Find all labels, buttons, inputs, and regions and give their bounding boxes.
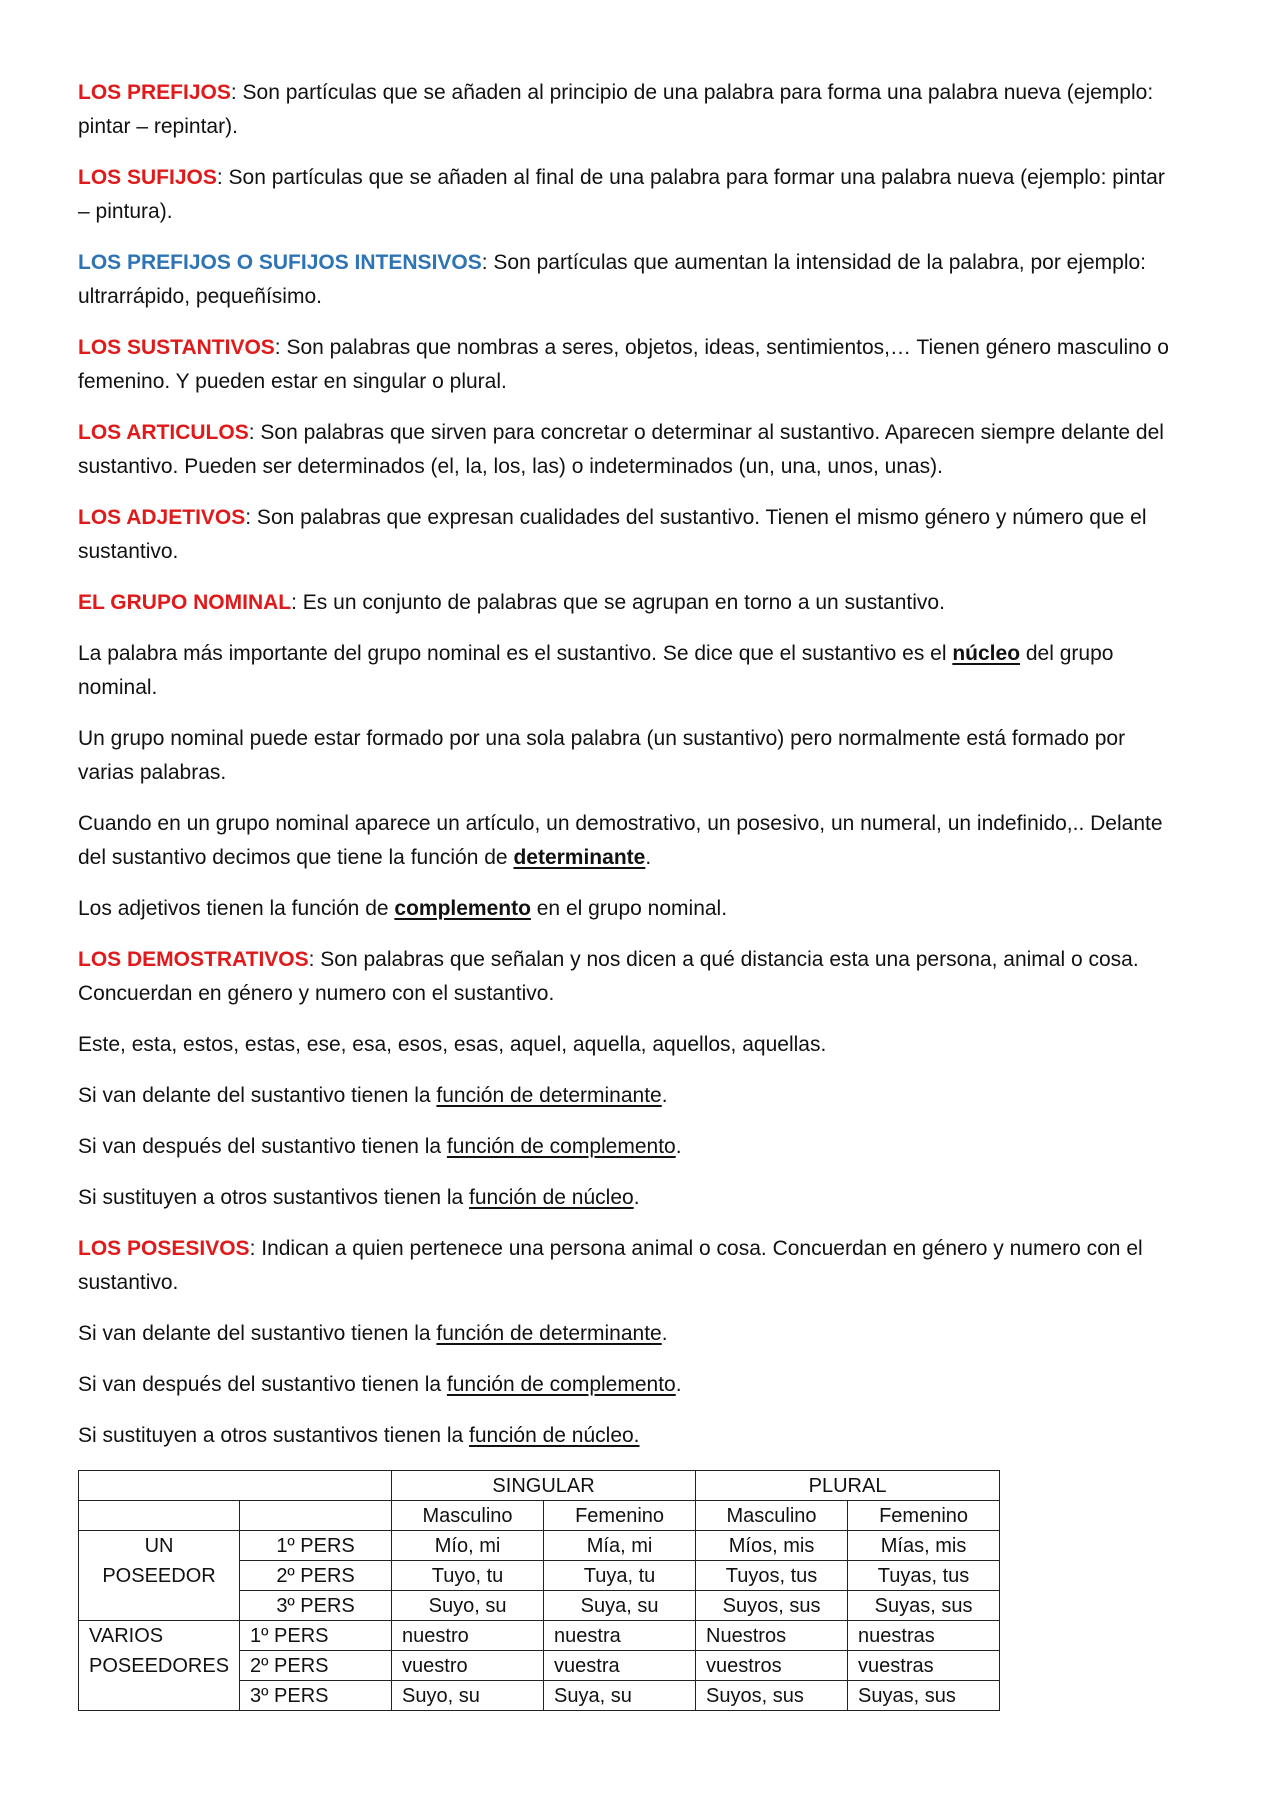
text-sufijos: : Son partículas que se añaden al final de una palabra para formar una palabra nueva (ejemplo: pintar – pintura). — [78, 166, 1165, 223]
rule-function: función de complemento — [446, 1373, 676, 1396]
text-adjetivos: : Son palabras que expresan cualidades del sustantivo. Tienen el mismo género y número que el sustantivo. — [78, 506, 1147, 563]
cell: vuestras — [848, 1651, 1000, 1681]
keyword-posesivos: LOS POSESIVOS — [78, 1237, 250, 1260]
table-header-row — [79, 1471, 1000, 1501]
text-complemento-after: en el grupo nominal. — [530, 897, 728, 920]
rule-function: función de núcleo — [469, 1186, 634, 1209]
paragraph-intensivos — [78, 246, 1182, 314]
header-plural-femenino: Femenino — [848, 1501, 1000, 1531]
person-cell: 3º PERS — [240, 1591, 392, 1621]
cell: Suyo, su — [392, 1681, 544, 1711]
text-intensivos: : Son partículas que aumentan la intensidad de la palabra, por ejemplo: ultrarrápido, pequeñísimo. — [78, 251, 1147, 308]
header-plural: PLURAL — [696, 1471, 1000, 1501]
rule-text: Si van después del sustantivo tienen la — [78, 1373, 447, 1396]
table-row — [79, 1621, 1000, 1651]
text-articulos: : Son palabras que sirven para concretar o determinar al sustantivo. Aparecen siempre delante del sustantivo. Pueden ser determinados (el, la, los, las) o indeterminados (un, una, unos, unas). — [78, 421, 1164, 478]
keyword-sufijos: LOS SUFIJOS — [78, 166, 217, 189]
cell: Mías, mis — [848, 1531, 1000, 1561]
group-label-varios-2: POSEEDORES — [79, 1651, 240, 1681]
group-label-varios-1: VARIOS — [79, 1621, 240, 1651]
table-row — [79, 1681, 1000, 1711]
paragraph-prefijos — [78, 76, 1182, 144]
cell: nuestro — [392, 1621, 544, 1651]
keyword-intensivos: LOS PREFIJOS O SUFIJOS INTENSIVOS — [78, 251, 482, 274]
paragraph-complemento — [78, 892, 1182, 926]
keyword-prefijos: LOS PREFIJOS — [78, 81, 231, 104]
table-row — [79, 1651, 1000, 1681]
cell: nuestras — [848, 1621, 1000, 1651]
cell: Suya, su — [544, 1681, 696, 1711]
group-label-un-3 — [79, 1591, 240, 1621]
posesivos-table — [78, 1470, 1000, 1711]
text-posesivos: : Indican a quien pertenece una persona animal o cosa. Concuerdan en género y numero con el sustantivo. — [78, 1237, 1143, 1294]
cell: vuestros — [696, 1651, 848, 1681]
table-row — [79, 1531, 1000, 1561]
text-nucleo-before: La palabra más importante del grupo nominal es el sustantivo. Se dice que el sustantivo es el — [78, 642, 953, 665]
paragraph-determinante — [78, 807, 1182, 875]
keyword-determinante: determinante — [513, 846, 646, 869]
person-cell: 1º PERS — [240, 1621, 392, 1651]
cell: vuestro — [392, 1651, 544, 1681]
cell: Suyo, su — [392, 1591, 544, 1621]
paragraph-sustantivos — [78, 331, 1182, 399]
table-corner-cell — [79, 1471, 392, 1501]
cell: Tuya, tu — [544, 1561, 696, 1591]
text-nucleo-after: del grupo nominal. — [78, 642, 1114, 699]
paragraph-nucleo — [78, 637, 1182, 705]
paragraph-sufijos — [78, 161, 1182, 229]
rule-end: . — [633, 1186, 640, 1209]
rule-end: . — [661, 1084, 668, 1107]
text-sustantivos: : Son palabras que nombras a seres, objetos, ideas, sentimientos,… Tienen género masculino o femenino. Y pueden estar en singular o plural. — [78, 336, 1169, 393]
rule-posesivos-determinante — [78, 1317, 1182, 1351]
keyword-grupo-nominal: EL GRUPO NOMINAL — [78, 591, 292, 614]
keyword-nucleo: núcleo — [952, 642, 1021, 665]
text-demostrativos: : Son palabras que señalan y nos dicen a qué distancia esta una persona, animal o cosa. Concuerdan en género y numero con el sustantivo. — [78, 948, 1139, 1005]
group-label-un-1: UN — [79, 1531, 240, 1561]
rule-end: . — [675, 1135, 682, 1158]
group-label-varios-3 — [79, 1681, 240, 1711]
rule-posesivos-nucleo — [78, 1419, 1182, 1453]
table-row — [79, 1561, 1000, 1591]
rule-text: Si van delante del sustantivo tienen la — [78, 1322, 437, 1345]
cell: Suyos, sus — [696, 1591, 848, 1621]
rule-function: función de determinante — [436, 1322, 662, 1345]
cell: vuestra — [544, 1651, 696, 1681]
table-subheader-row — [79, 1501, 1000, 1531]
rule-text: Si sustituyen a otros sustantivos tienen la — [78, 1186, 470, 1209]
rule-end: . — [661, 1322, 668, 1345]
cell: Tuyo, tu — [392, 1561, 544, 1591]
paragraph-adjetivos — [78, 501, 1182, 569]
rule-function: función de determinante — [436, 1084, 662, 1107]
header-plural-masculino: Masculino — [696, 1501, 848, 1531]
rule-function: función de complemento — [446, 1135, 676, 1158]
cell: Suya, su — [544, 1591, 696, 1621]
table-empty-cell — [240, 1501, 392, 1531]
header-singular-femenino: Femenino — [544, 1501, 696, 1531]
cell: Tuyas, tus — [848, 1561, 1000, 1591]
keyword-articulos: LOS ARTICULOS — [78, 421, 249, 444]
cell: Nuestros — [696, 1621, 848, 1651]
cell: Suyas, sus — [848, 1591, 1000, 1621]
cell: Suyos, sus — [696, 1681, 848, 1711]
header-singular-masculino: Masculino — [392, 1501, 544, 1531]
text-determinante-before: Cuando en un grupo nominal aparece un artículo, un demostrativo, un posesivo, un numeral, un indefinido,.. Delante del sustantivo decimos que tiene la función de — [78, 812, 1163, 869]
rule-text: Si van después del sustantivo tienen la — [78, 1135, 447, 1158]
paragraph-articulos — [78, 416, 1182, 484]
cell: Mía, mi — [544, 1531, 696, 1561]
person-cell: 2º PERS — [240, 1561, 392, 1591]
paragraph-demostrativos-list: Este, esta, estos, estas, ese, esa, esos, esas, aquel, aquella, aquellos, aquellas. — [78, 1033, 827, 1056]
rule-posesivos-complemento — [78, 1368, 1182, 1402]
rule-text: Si van delante del sustantivo tienen la — [78, 1084, 437, 1107]
rule-function: función de núcleo. — [469, 1424, 640, 1447]
person-cell: 1º PERS — [240, 1531, 392, 1561]
text-complemento-before: Los adjetivos tienen la función de — [78, 897, 395, 920]
rule-end: . — [675, 1373, 682, 1396]
person-cell: 2º PERS — [240, 1651, 392, 1681]
text-prefijos: : Son partículas que se añaden al principio de una palabra para forma una palabra nueva (ejemplo: pintar – repintar). — [78, 81, 1154, 138]
cell: Mío, mi — [392, 1531, 544, 1561]
keyword-sustantivos: LOS SUSTANTIVOS — [78, 336, 275, 359]
keyword-adjetivos: LOS ADJETIVOS — [78, 506, 246, 529]
paragraph-una-palabra: Un grupo nominal puede estar formado por una sola palabra (un sustantivo) pero normalmente está formado por varias palabras. — [78, 727, 1126, 784]
group-label-un-2: POSEEDOR — [79, 1561, 240, 1591]
paragraph-posesivos — [78, 1232, 1182, 1300]
cell: nuestra — [544, 1621, 696, 1651]
table-empty-cell — [79, 1501, 240, 1531]
person-cell: 3º PERS — [240, 1681, 392, 1711]
text-grupo-nominal: : Es un conjunto de palabras que se agrupan en torno a un sustantivo. — [291, 591, 945, 614]
table-row — [79, 1591, 1000, 1621]
cell: Tuyos, tus — [696, 1561, 848, 1591]
rule-demostrativos-complemento — [78, 1130, 1182, 1164]
paragraph-demostrativos — [78, 943, 1182, 1011]
rule-demostrativos-determinante — [78, 1079, 1182, 1113]
cell: Míos, mis — [696, 1531, 848, 1561]
cell: Suyas, sus — [848, 1681, 1000, 1711]
text-determinante-after: . — [645, 846, 652, 869]
rule-text: Si sustituyen a otros sustantivos tienen la — [78, 1424, 470, 1447]
rule-demostrativos-nucleo — [78, 1181, 1182, 1215]
header-singular: SINGULAR — [392, 1471, 696, 1501]
keyword-complemento: complemento — [394, 897, 531, 920]
keyword-demostrativos: LOS DEMOSTRATIVOS — [78, 948, 309, 971]
paragraph-grupo-nominal — [78, 586, 1182, 620]
